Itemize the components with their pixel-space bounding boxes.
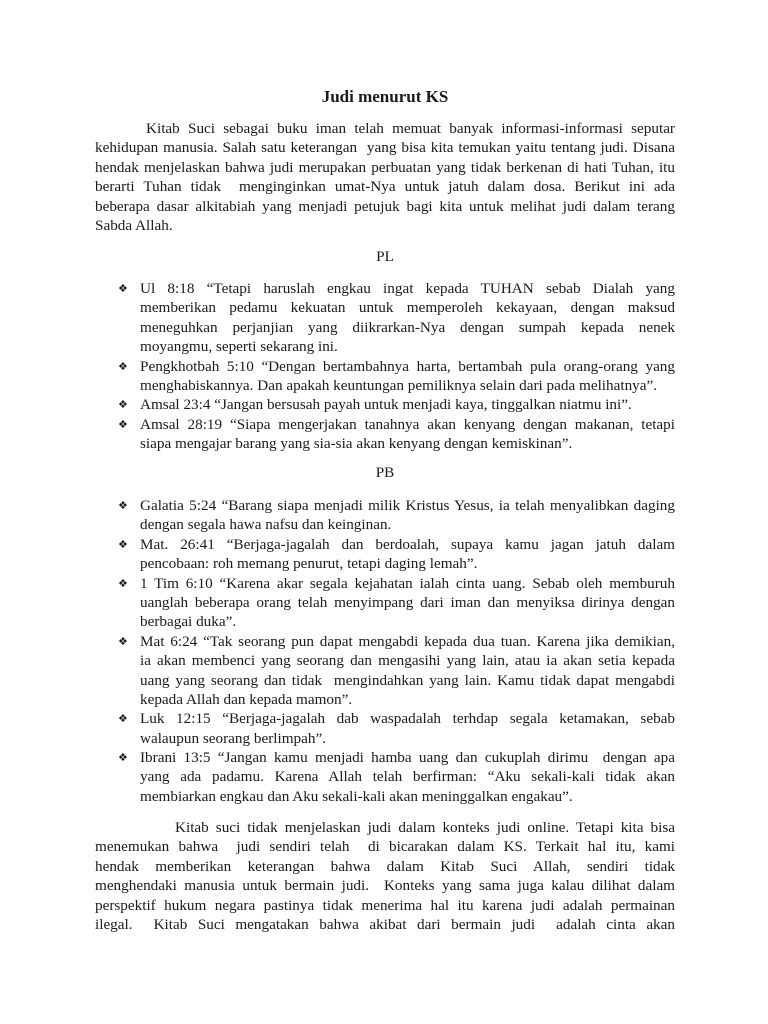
list-item-line: uang yang seorang dan tidak mengindahkan yang lain. Kamu tidak dapat mengabdi [140,671,675,689]
diamond-bullet-icon [118,496,132,515]
list-item-line: Pengkhotbah 5:10 “Dengan bertambahnya harta, bertambah pula orang-orang yang [140,357,675,375]
verse-list-pb [140,496,675,806]
list-item-line: membiarkan engkau dan Aku sekali-kali akan meninggalkan engakau”. [140,787,573,805]
closing-line: menghendaki manusia untuk bermain judi. Konteks yang sama juga kalau dilihat dalam [95,877,675,895]
list-item-line: berbagai duka”. [140,613,237,631]
list-item [140,415,675,454]
list-item [140,709,675,748]
closing-line: menemukan bahwa judi sendiri telah di bicarakan dalam KS. Terkait hal itu, kami [95,838,675,856]
section-heading-pl: PL [376,248,394,265]
list-item-line: dengan segala hawa nafsu dan keinginan. [140,516,392,534]
diamond-bullet-icon [118,357,132,376]
intro-line: berarti Tuhan tidak menginginkan umat-Nya untuk jatuh dalam dosa. Berikut ini ada [95,178,675,196]
list-item-line: pencobaan: roh memang penurut, tetapi daging lemah”. [140,555,478,573]
list-item-line: ia akan membenci yang seorang dan mengasihi yang lain, atau ia akan setia kepada [140,652,675,670]
list-item [140,535,675,574]
list-item [140,395,675,414]
list-item-line: yang ada padamu. Karena Allah telah berfirman: “Aku sekali-kali tidak akan [140,768,675,786]
list-item-line: 1 Tim 6:10 “Karena akar segala kejahatan ialah cinta uang. Sebab oleh memburuh [140,574,675,592]
diamond-bullet-icon [118,395,132,414]
list-item-line: siapa mengajar barang yang sia-sia akan kenyang dengan kemiskinan”. [140,435,573,453]
intro-line: beberapa dasar alkitabiah yang menjadi petujuk bagi kita untuk melihat judi dalam terang [95,197,675,215]
list-item-line: memberikan pedamu kekuatan untuk memperoleh kekayaan, dengan maksud [140,299,675,317]
diamond-bullet-icon [118,632,132,651]
list-item-line: Mat 6:24 “Tak seorang pun dapat mengabdi kepada dua tuan. Karena jika demikian, [140,632,675,650]
closing-line: hendak memberikan keterangan bahwa dalam Kitab Suci Allah, sendiri tidak [95,857,675,875]
list-item-line: menghabiskannya. Dan apakah keuntungan pemiliknya selain dari pada melihatnya”. [140,376,658,394]
diamond-bullet-icon [118,748,132,767]
list-item-line: walaupun seorang berlimpah”. [140,729,326,747]
closing-line: Kitab suci tidak menjelaskan judi dalam konteks judi online. Tetapi kita bisa [175,819,675,836]
list-item-line: Ibrani 13:5 “Jangan kamu menjadi hamba uang dan cukuplah dirimu dengan apa [140,749,675,767]
list-item [140,279,675,357]
intro-line: Kitab Suci sebagai buku iman telah memuat banyak informasi-informasi seputar [146,120,675,137]
list-item-line: moyangmu, seperti sekarang ini. [140,338,338,356]
intro-line: Sabda Allah. [95,216,173,234]
closing-paragraph [95,818,675,934]
closing-line: perspektif hukum negara pastinya tidak menerima hal itu karena judi adalah permainan [95,896,675,914]
list-item-line: uanglah beberapa orang telah menyimpang dari iman dan menyiksa dirinya dengan [140,593,675,611]
list-item [140,748,675,806]
list-item-line: Amsal 28:19 “Siapa mengerjakan tanahnya akan kenyang dengan makanan, tetapi [140,415,675,433]
intro-paragraph [95,119,675,235]
list-item-line: Amsal 23:4 “Jangan bersusah payah untuk menjadi kaya, tinggalkan niatmu ini”. [140,396,632,414]
list-item [140,496,675,535]
list-item-line: Galatia 5:24 “Barang siapa menjadi milik Kristus Yesus, ia telah menyalibkan daging [140,497,675,514]
diamond-bullet-icon [118,574,132,593]
verse-list-pl [140,279,675,454]
list-item [140,632,675,710]
diamond-bullet-icon [118,415,132,434]
closing-line: ilegal. Kitab Suci mengatakan bahwa akibat dari bermain judi adalah cinta akan [95,915,675,933]
diamond-bullet-icon [118,709,132,728]
list-item-line: Luk 12:15 “Berjaga-jagalah dab waspadalah terhdap segala ketamakan, sebab [140,710,675,728]
section-heading-pb: PB [375,464,395,481]
list-item-line: Ul 8:18 “Tetapi haruslah engkau ingat kepada TUHAN sebab Dialah yang [140,280,675,297]
list-item [140,357,675,396]
intro-line: hendak menjelaskan bahwa judi merupakan perbuatan yang tidak berkenan di hati Tuhan, itu [95,158,675,176]
list-item-line: kepada Allah dan kepada mamon”. [140,690,353,708]
document-title: Judi menurut KS [321,87,449,106]
intro-line: kehidupan manusia. Salah satu keterangan yang bisa kita temukan yaitu tentang judi. Disana [95,139,675,157]
diamond-bullet-icon [118,279,132,298]
list-item-line: Mat. 26:41 “Berjaga-jagalah dan berdoalah, supaya kamu jagan jatuh dalam [140,535,675,553]
list-item-line: meneguhkan perjanjian yang diikrarkan-Nya dengan sumpah kepada nenek [140,318,675,336]
diamond-bullet-icon [118,535,132,554]
list-item [140,574,675,632]
